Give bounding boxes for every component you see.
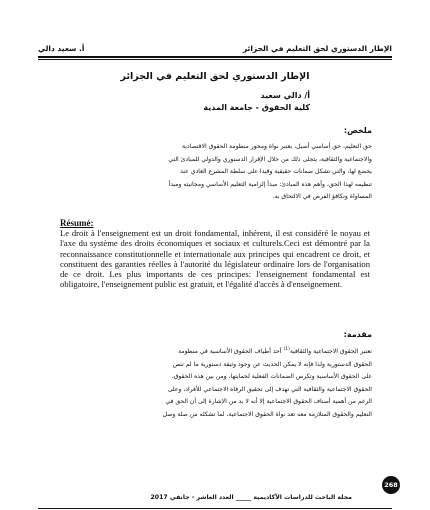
author-affiliation: كلية الحقوق - جامعة المدية — [203, 103, 310, 112]
intro-heading: مقدمة: — [343, 330, 372, 339]
running-head — [38, 42, 392, 56]
summary-line: يخضع لها، والتي تشكل ضمانات حقيقية وقيدا على سلطة المشرع العادي عند — [180, 168, 372, 176]
article-title: الإطار الدستوري لحق التعليم في الجزائر — [120, 71, 310, 82]
intro-arabic — [58, 344, 372, 422]
summary-line: المساواة وتكافؤ الفرص في الالتحاق به. — [272, 193, 372, 201]
running-head-author: أ. سعيد دالي — [38, 44, 85, 53]
running-head-title: الإطار الدستوري لحق التعليم في الجزائر — [242, 44, 392, 53]
header-rule — [38, 56, 392, 58]
summary-line: تنظيمه لهذا الحق، وأهم هذه المبادئ: مبدأ إلزامية التعليم الأساسي ومجانيته ومبدأ — [168, 180, 372, 188]
resume-heading: Résumé: — [60, 218, 94, 228]
intro-line: على الحقوق الأساسية وتكرس الضمانات الفعلية لحمايتها، ومن بين هذه الحقوق، — [171, 373, 372, 381]
summary-line: والاجتماعية والثقافية، يتجلى ذلك من خلال الإقرار الدستوري والدولي للمبادئ التي — [168, 155, 372, 163]
intro-line: تعتبر الحقوق الاجتماعية والثقافية$^{(1)}$ أحد أطياف الحقوق الأساسية في منظومة — [178, 347, 372, 356]
intro-line: التعليم والحقوق المتلازمة معه تعد نواة الحقوق الاجتماعية، لما تشكله من صلة وصل — [162, 411, 372, 418]
intro-line: الحقوق الدستورية ولذا فإنه لا يمكن الحديث عن وجود وثيقة دستورية ما لم تنص — [172, 360, 372, 368]
summary-arabic — [58, 141, 372, 204]
footer-journal: مجلة الباحث للدراسات الأكاديمية _____ العدد العاشر - جانفي 2017 — [150, 494, 352, 501]
summary-heading: ملخص: — [343, 126, 372, 135]
author-name: أ/ دالي سعيد — [260, 91, 310, 100]
summary-line: حق التعليم، حق أساسي أصيل، يعتبر نواة ومحور منظومة الحقوق الاقتصادية — [181, 143, 372, 150]
resume-french: Le droit à l'enseignement est un droit fondamental, inhérent, il est considéré le noyau et l'axe du système des droits économiques et sociaux et culturels.Ceci est démontré par la reconnaissance constitutionnelle et internationale aux principes qui encadrent ce droit, et constituent des garanties réelles à l'autorité du législateur ordinaire lors de l'organisation de ce droit. Les plus importants de ces principes: l'enseignement fondamental est obligatoire, l'enseignement public est gratuit, et l'égalité d'accès à d'enseignement. — [60, 228, 370, 290]
intro-line: الحقوق الاجتماعية والثقافية التي تهدف إلى تحقيق الرفاه الاجتماعي للأفراد، وعلى — [167, 385, 372, 393]
page-footer — [38, 492, 392, 504]
page-number-badge: 268 — [382, 476, 400, 494]
footer-rule — [38, 508, 392, 509]
intro-line: الرغم من أهمية أصناف الحقوق الاجتماعية إلا أنه لا بد من الإشارة إلى أن الحق في — [165, 398, 372, 406]
header-rule-thin — [38, 59, 392, 60]
footnote-marker: (1) — [283, 347, 290, 352]
